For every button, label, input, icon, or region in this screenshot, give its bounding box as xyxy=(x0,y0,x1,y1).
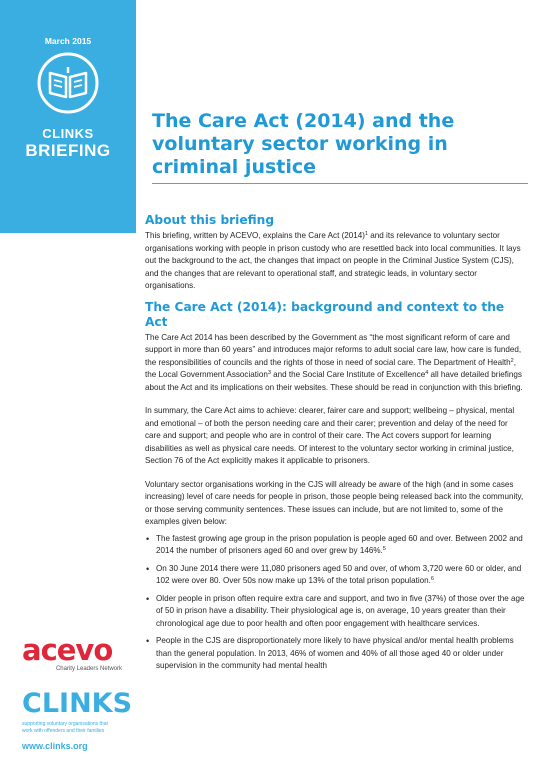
list-item: • The fastest growing age group in the prison population is people aged 60 and over. Between 2002 and 2014 the number of prisoners aged 60 and over grew by 146%.$^5$ xyxy=(146,533,523,555)
about-paragraph: This briefing, written by ACEVO, explains the Care Act $(2014)^1$ and its relevance to voluntary sector organisations working with people in prison custody who are resettled back into local communities. It lays out the background to the act, the changes that impact on people in the Criminal Justice System (CJS), and the changes that are relevant to operational staff, and strategic leads, in voluntary sector organisations. xyxy=(145,231,521,290)
title-divider xyxy=(152,183,528,184)
bullet-icon: • xyxy=(146,533,150,544)
bullet-icon: • xyxy=(146,563,150,574)
list-item: • Older people in prison often require extra care and support, and two in five (37%) of those over the age of 50 in prison have a disability. Their physiological age is, on average, 10 years greater than their chronological age due to poor health and often poor engagement with healthcare services. xyxy=(146,593,525,628)
background-heading: The Care Act (2014): background and context to the Act xyxy=(145,299,505,329)
list-item: • On 30 June 2014 there were 11,080 prisoners aged 50 and over, of whom 3,720 were 60 or older, and 102 were over 80. Over 50s now make up 13% of the total prison population.$^6$ xyxy=(146,563,522,585)
bullet-icon: • xyxy=(146,593,150,604)
list-item: • People in the CJS are disproportionately more likely to have physical and/or mental health problems than the general population. In 2013, 46% of women and 40% of all those aged 40 or older under supervision in the community had mental health xyxy=(146,636,514,670)
acevo-wordmark: acevo xyxy=(22,633,113,667)
acevo-tagline: Charity Leaders Network xyxy=(55,666,122,672)
bullet-icon: • xyxy=(146,636,150,646)
brand-clinks: CLINKS xyxy=(42,126,94,141)
briefing-banner xyxy=(0,0,136,233)
document-title: The Care Act (2014) and the voluntary sector working in criminal justice xyxy=(152,110,455,178)
care-needs-list xyxy=(145,533,525,673)
background-paragraph-1: The Care Act 2014 has been described by the Government as “the most significant reform of care and support in more than 60 years” and introduces major reforms to adult social care law, how care is funded, the responsibilities of councils and the rights of those in need of social care. The Department of Health$^2$, the Local Government Association$^3$ and the Social Care Institute of Excellence$^4$ all have detailed briefings about the Act and its implications on their websites. These should be read in conjunction with this briefing. xyxy=(145,332,523,392)
background-paragraph-2: In summary, the Care Act aims to achieve: clearer, fairer care and support; wellbeing – physical, mental and emotional – of both the person needing care and their carer; prevention and delay of the need for care and support; and people who are in control of their care. The Act covers support for learning disabilities as well as physical care needs. Of interest to the voluntary sector working in criminal justice, Section 76 of the Act explicitly makes it applicable to prisoners. xyxy=(145,406,515,465)
main-content xyxy=(145,213,525,678)
acevo-logo xyxy=(22,635,122,672)
brand-briefing: BRIEFING xyxy=(25,141,111,160)
clinks-tagline: supporting voluntary organisations that work with offenders and their families xyxy=(22,721,108,734)
clinks-website-link[interactable]: www.clinks.org xyxy=(22,741,88,751)
clinks-logo xyxy=(22,688,133,751)
publication-date: March 2015 xyxy=(44,36,92,46)
about-heading: About this briefing xyxy=(145,213,275,227)
background-paragraph-3: Voluntary sector organisations working in the CJS will already be aware of the high (and in some cases increasing) level of care needs for people in prison, those people being released back into the community, or those serving community sentences. These issues can include, but are not limited to, some of the examples given below: xyxy=(145,479,524,526)
clinks-wordmark: CLINKS xyxy=(22,688,133,719)
book-emblem-icon xyxy=(36,51,100,115)
